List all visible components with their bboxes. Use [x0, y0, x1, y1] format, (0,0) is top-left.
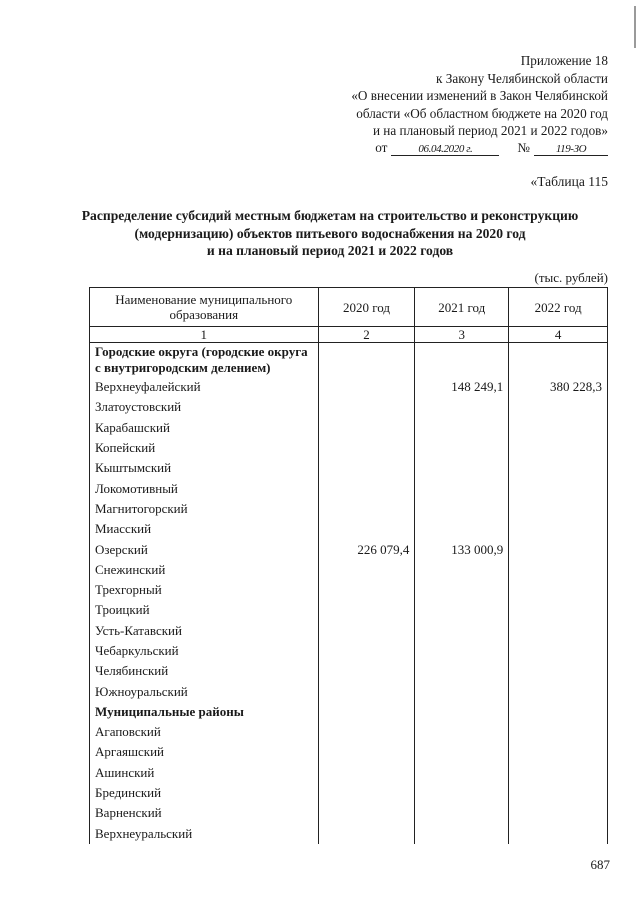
- page-number: 687: [590, 857, 610, 872]
- municipality-name: Ашинский: [90, 763, 319, 783]
- table-row: [90, 458, 608, 478]
- subsidy-value: [509, 397, 608, 417]
- municipality-name: Чебаркульский: [90, 641, 319, 661]
- municipality-name: Южноуральский: [90, 681, 319, 701]
- subsidy-value: [509, 418, 608, 438]
- subsidy-value: [318, 458, 415, 478]
- subsidy-value: [509, 722, 608, 742]
- table-row: [90, 722, 608, 742]
- municipality-name: Кыштымский: [90, 458, 319, 478]
- subsidy-value: [509, 783, 608, 803]
- subsidy-value: 133 000,9: [415, 539, 509, 559]
- table-row: [90, 803, 608, 823]
- subsidy-table: [89, 287, 608, 844]
- municipality-name: Аргаяшский: [90, 742, 319, 762]
- subsidy-value: [415, 783, 509, 803]
- municipality-name: Брединский: [90, 783, 319, 803]
- subsidy-value: [509, 641, 608, 661]
- municipality-name: Агаповский: [90, 722, 319, 742]
- subsidy-value: [318, 580, 415, 600]
- subsidy-value: [318, 661, 415, 681]
- subsidy-value: [415, 458, 509, 478]
- subsidy-value: [318, 641, 415, 661]
- subsidy-value: [415, 499, 509, 519]
- subsidy-value: [415, 824, 509, 844]
- subsidy-value: [509, 681, 608, 701]
- subsidy-value: [509, 580, 608, 600]
- municipality-name: Верхнеуральский: [90, 824, 319, 844]
- number-label: №: [517, 140, 530, 155]
- subsidy-value: [318, 681, 415, 701]
- municipality-name: Варненский: [90, 803, 319, 823]
- municipality-name: Трехгорный: [90, 580, 319, 600]
- appendix-line: и на плановый период 2021 и 2022 годов»: [372, 123, 608, 139]
- table-row: [90, 661, 608, 681]
- appendix-line: Приложение 18: [520, 53, 608, 68]
- page-edge-mark: [634, 6, 636, 48]
- table-row: [90, 621, 608, 641]
- subsidy-value: [318, 824, 415, 844]
- subsidy-value: [509, 539, 608, 559]
- law-date-number-line: [248, 140, 608, 156]
- subsidy-value: [415, 519, 509, 539]
- subsidy-value: [509, 438, 608, 458]
- appendix-line: к Закону Челябинской области: [436, 70, 608, 86]
- subsidy-value: 226 079,4: [318, 539, 415, 559]
- municipality-name: Копейский: [90, 438, 319, 458]
- group-heading: Городские округа (городские округа с внутригородским делением): [90, 343, 319, 378]
- subsidy-value: [415, 560, 509, 580]
- group-row-municipal-districts: [90, 702, 608, 722]
- municipality-name: Снежинский: [90, 560, 319, 580]
- table-row: [90, 377, 608, 397]
- empty-cell: [509, 343, 608, 378]
- subsidy-value: [509, 600, 608, 620]
- subsidy-value: [415, 621, 509, 641]
- subsidy-value: [318, 560, 415, 580]
- law-date: 06.04.2020 г.: [391, 143, 499, 156]
- column-number-row: [90, 327, 608, 343]
- subsidy-value: [318, 397, 415, 417]
- municipality-name: Миасский: [90, 519, 319, 539]
- subsidy-value: [318, 803, 415, 823]
- appendix-block: [248, 52, 608, 140]
- subsidy-value: [415, 661, 509, 681]
- title-line: и на плановый период 2021 и 2022 годов: [206, 243, 454, 258]
- units-note: (тыс. рублей): [534, 270, 608, 285]
- subsidy-value: [509, 560, 608, 580]
- subsidy-value: [509, 661, 608, 681]
- municipality-name: Троицкий: [90, 600, 319, 620]
- subsidy-value: [415, 641, 509, 661]
- subsidy-value: [318, 438, 415, 458]
- table-row: [90, 478, 608, 498]
- subsidy-value: [509, 621, 608, 641]
- empty-cell: [415, 343, 509, 378]
- subsidy-value: [415, 722, 509, 742]
- municipality-name: Челябинский: [90, 661, 319, 681]
- table-row: [90, 397, 608, 417]
- subsidy-value: [415, 763, 509, 783]
- table-row: [90, 438, 608, 458]
- subsidy-value: [509, 499, 608, 519]
- empty-cell: [415, 702, 509, 722]
- subsidy-value: [415, 438, 509, 458]
- table-row: [90, 600, 608, 620]
- municipality-name: Златоустовский: [90, 397, 319, 417]
- title-line: (модернизацию) объектов питьевого водоснабжения на 2020 год: [134, 225, 526, 241]
- empty-cell: [509, 702, 608, 722]
- table-row: [90, 519, 608, 539]
- subsidy-value: [318, 499, 415, 519]
- municipality-name: Карабашский: [90, 418, 319, 438]
- subsidy-value: [318, 722, 415, 742]
- empty-cell: [318, 702, 415, 722]
- table-row: [90, 824, 608, 844]
- column-number: 3: [415, 327, 509, 343]
- subsidy-value: [509, 763, 608, 783]
- header-2021: 2021 год: [415, 288, 509, 327]
- municipality-name: Усть-Катавский: [90, 621, 319, 641]
- municipality-name: Магнитогорский: [90, 499, 319, 519]
- table-label: «Таблица 115: [530, 174, 608, 189]
- subsidy-value: [318, 742, 415, 762]
- subsidy-value: [509, 803, 608, 823]
- subsidy-value: [318, 377, 415, 397]
- subsidy-value: [415, 478, 509, 498]
- table-row: [90, 580, 608, 600]
- group-heading: Муниципальные районы: [90, 702, 319, 722]
- subsidy-value: [415, 397, 509, 417]
- table-row: [90, 641, 608, 661]
- law-number: 119-ЗО: [534, 143, 608, 156]
- subsidy-value: [509, 458, 608, 478]
- subsidy-value: [509, 478, 608, 498]
- table-row: [90, 742, 608, 762]
- header-2022: 2022 год: [509, 288, 608, 327]
- municipality-name: Локомотивный: [90, 478, 319, 498]
- municipality-name: Озерский: [90, 539, 319, 559]
- title-line: Распределение субсидий местным бюджетам на строительство и реконструкцию: [81, 208, 579, 223]
- table-row: [90, 499, 608, 519]
- subsidy-value: 380 228,3: [509, 377, 608, 397]
- table-row: [90, 763, 608, 783]
- header-municipality: Наименование муниципального образования: [90, 288, 319, 327]
- subsidy-value: [509, 742, 608, 762]
- empty-cell: [318, 343, 415, 378]
- table-row: [90, 681, 608, 701]
- subsidy-value: [318, 600, 415, 620]
- column-number: 2: [318, 327, 415, 343]
- subsidy-value: [509, 824, 608, 844]
- subsidy-value: [415, 418, 509, 438]
- subsidy-value: [318, 519, 415, 539]
- subsidy-value: [318, 478, 415, 498]
- subsidy-value: [318, 783, 415, 803]
- appendix-line: области «Об областном бюджете на 2020 год: [356, 105, 608, 121]
- subsidy-value: [318, 763, 415, 783]
- subsidy-value: [509, 519, 608, 539]
- header-row: [90, 288, 608, 327]
- appendix-line: «О внесении изменений в Закон Челябинской: [351, 88, 608, 104]
- subsidy-value: [415, 742, 509, 762]
- header-2020: 2020 год: [318, 288, 415, 327]
- municipality-name: Верхнеуфалейский: [90, 377, 319, 397]
- subsidy-value: [415, 580, 509, 600]
- subsidy-value: 148 249,1: [415, 377, 509, 397]
- subsidy-value: [415, 681, 509, 701]
- table-body: [90, 343, 608, 844]
- subsidy-value: [318, 418, 415, 438]
- document-title: [40, 207, 620, 260]
- subsidy-value: [415, 803, 509, 823]
- from-label: от: [375, 140, 388, 155]
- group-row-urban-districts: [90, 343, 608, 378]
- column-number: 4: [509, 327, 608, 343]
- subsidy-value: [415, 600, 509, 620]
- table-row: [90, 539, 608, 559]
- table-row: [90, 560, 608, 580]
- table-row: [90, 418, 608, 438]
- table-row: [90, 783, 608, 803]
- subsidy-value: [318, 621, 415, 641]
- column-number: 1: [90, 327, 319, 343]
